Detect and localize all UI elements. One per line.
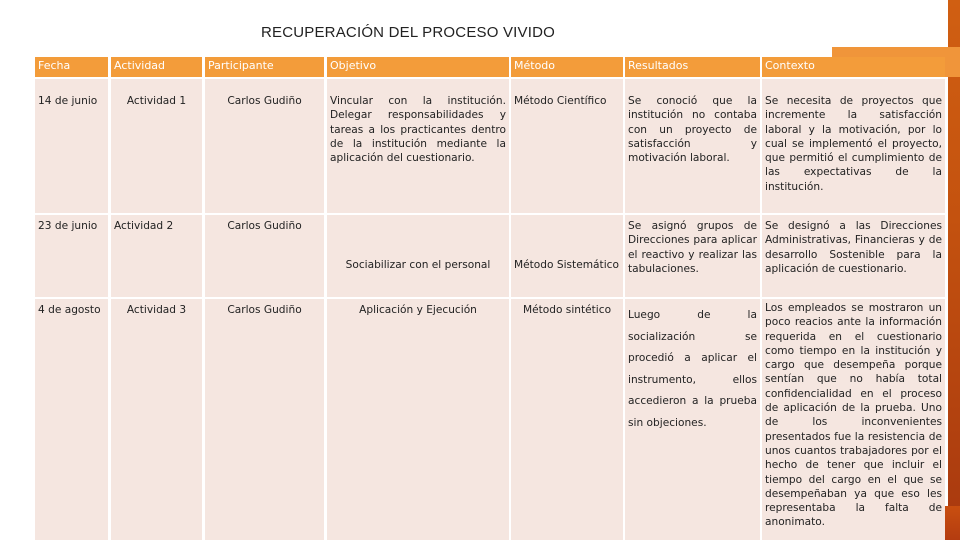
row2-objetivo: Sociabilizar con el personal — [327, 215, 509, 297]
row1-metodo: Método Científico — [511, 79, 623, 213]
row1-fecha: 14 de junio — [35, 79, 108, 213]
row2-metodo: Método Sistemático — [511, 215, 623, 297]
row3-fecha: 4 de agosto — [35, 299, 108, 540]
row1-actividad: Actividad 1 — [111, 79, 202, 213]
row3-resultados: Luego de la socialización se procedió a aplicar el instrumento, ellos accedieron a la prueba sin objeciones. — [625, 299, 760, 540]
header-contexto: Contexto — [762, 57, 945, 77]
row3-participante: Carlos Gudiño — [205, 299, 324, 540]
header-participante: Participante — [205, 57, 324, 77]
slide-title: RECUPERACIÓN DEL PROCESO VIVIDO — [260, 24, 556, 41]
header-objetivo: Objetivo — [327, 57, 509, 77]
process-table — [35, 57, 945, 540]
row3-actividad: Actividad 3 — [111, 299, 202, 540]
row1-objetivo: Vincular con la institución. Delegar responsabilidades y tareas a los practicantes dentro de la institución mediante la aplicación del cuestionario. — [327, 79, 509, 213]
row1-participante: Carlos Gudiño — [205, 79, 324, 213]
row3-objetivo: Aplicación y Ejecución — [327, 299, 509, 540]
row2-participante: Carlos Gudiño — [205, 215, 324, 297]
header-fecha: Fecha — [35, 57, 108, 77]
row1-resultados: Se conoció que la institución no contaba con un proyecto de satisfacción y motivación laboral. — [625, 79, 760, 213]
header-resultados: Resultados — [625, 57, 760, 77]
row2-actividad: Actividad 2 — [111, 215, 202, 297]
header-actividad: Actividad — [111, 57, 202, 77]
row2-fecha: 23 de junio — [35, 215, 108, 297]
header-metodo: Método — [511, 57, 623, 77]
row2-contexto: Se designó a las Direcciones Administrativas, Financieras y de desarrollo Sostenible para la aplicación de cuestionario. — [762, 215, 945, 297]
row2-resultados: Se asignó grupos de Direcciones para aplicar el reactivo y realizar las tabulaciones. — [625, 215, 760, 297]
row1-contexto: Se necesita de proyectos que incremente la satisfacción laboral y la motivación, por lo cual se implementó el proyecto, que permitió el cumplimiento de las expectativas de la institución. — [762, 79, 945, 213]
row3-metodo: Método sintético — [511, 299, 623, 540]
row3-contexto: Los empleados se mostraron un poco reacios ante la información requerida en el cuestionario como tiempo en la institución y cargo que desempeña porque sentían que no había total confidencialidad en el proceso de aplicación de la prueba. Uno de los inconvenientes presentados fue la resistencia de unos cuantos trabajadores por el hecho de tener que incluir el tiempo del cargo en el que se desempeñaban ya que eso les representaba la falta de anonimato. — [762, 299, 945, 540]
